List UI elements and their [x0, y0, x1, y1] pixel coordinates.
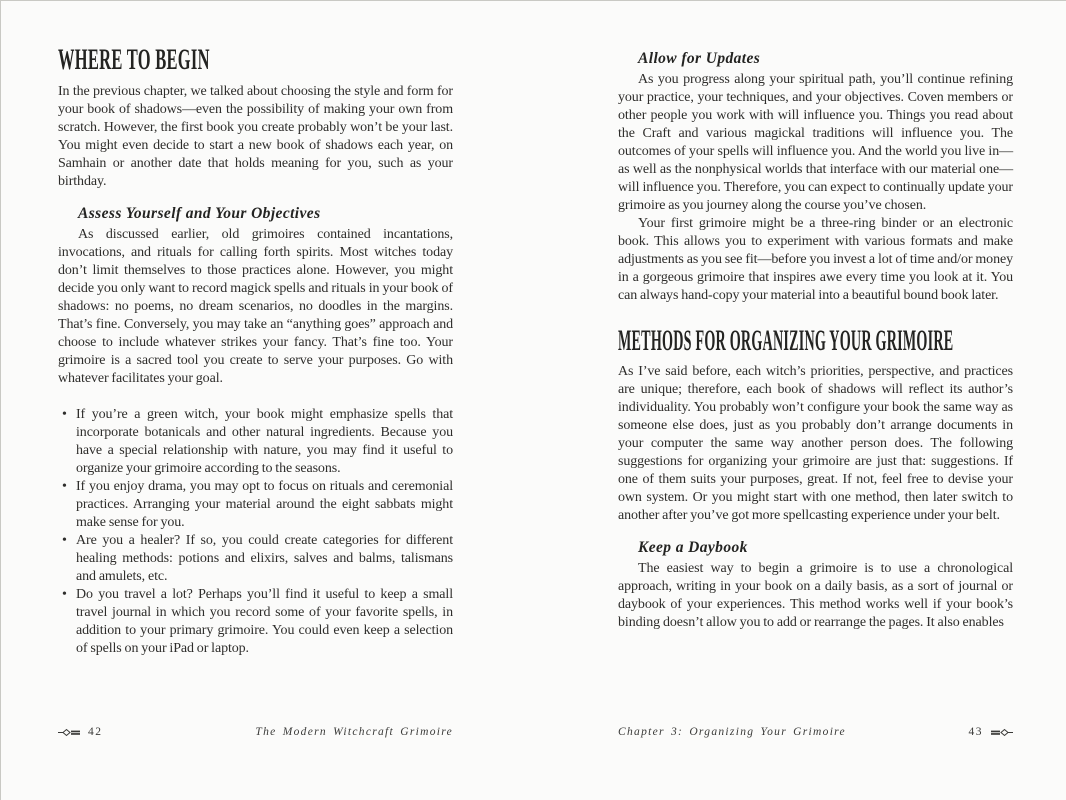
left-page-footer	[58, 726, 453, 738]
bullet-marker: •	[62, 587, 67, 602]
section-heading: Keep a Daybook	[638, 539, 748, 556]
bullet-marker: •	[62, 533, 67, 548]
bullet-item	[58, 586, 453, 658]
book-title-footer: The Modern Witchcraft Grimoire	[255, 726, 453, 738]
bullet-marker: •	[62, 479, 67, 494]
right-folio	[969, 726, 1014, 738]
page-heading: WHERE TO BEGIN	[58, 43, 210, 76]
body-paragraph: As you progress along your spiritual path, you’ll continue refining your practice, your techniques, and your objectives. Coven members or other people you work with will influence you. Things you read about the Craft and various magickal traditions will influence you. The outcomes of your spells will influence you. And the world you live in—as well as the nonphysical worlds that interface with our material one—will influence you. Therefore, you can expect to continually update your grimoire as you journey along the course you’ve chosen.	[618, 72, 1013, 213]
page-number: 43	[968, 726, 983, 738]
footer-ornament-icon	[991, 728, 1013, 737]
left-folio	[58, 726, 103, 738]
left-page	[58, 45, 453, 658]
bullet-text: Are you a healer? If so, you could create categories for different healing methods: potions and elixirs, salves and balms, talismans and amulets, etc.	[76, 533, 453, 584]
bullet-item	[58, 532, 453, 586]
bullet-text: If you enjoy drama, you may opt to focus on rituals and ceremonial practices. Arranging your material around the eight sabbats might make sense for you.	[76, 479, 453, 530]
bullet-item	[58, 478, 453, 532]
body-paragraph: In the previous chapter, we talked about choosing the style and form for your book of shadows—even the possibility of making your own from scratch. However, the first book you create probably won’t be your last. You might even decide to start a new book of shadows each year, on Samhain or another date that holds meaning for you, such as your birthday.	[58, 84, 453, 189]
bullet-text: Do you travel a lot? Perhaps you’ll find it useful to keep a small travel journal in which you record some of your favorite spells, in addition to your primary grimoire. You could even keep a selection of spells on your iPad or laptop.	[76, 587, 453, 656]
page-number: 42	[88, 726, 103, 738]
footer-ornament-icon	[58, 728, 80, 737]
body-paragraph: Your first grimoire might be a three-ring binder or an electronic book. This allows you to experiment with various formats and make adjustments as you see fit—before you invest a lot of time and/or money in a gorgeous grimoire that inspires awe every time you look at it. You can always hand-copy your material into a beautiful bound book later.	[618, 216, 1013, 303]
bullet-text: If you’re a green witch, your book might emphasize spells that incorporate botanicals and other natural ingredients. Because you have a special relationship with nature, you may find it useful to organize your grimoire according to the seasons.	[76, 407, 453, 476]
page-heading: METHODS FOR ORGANIZING YOUR GRIMOIRE	[618, 324, 954, 357]
bullet-item	[58, 406, 453, 478]
section-heading: Allow for Updates	[638, 50, 761, 67]
right-page-footer	[618, 726, 1013, 738]
section-heading: Assess Yourself and Your Objectives	[78, 205, 321, 222]
body-paragraph: As discussed earlier, old grimoires contained incantations, invocations, and rituals for calling forth spirits. Most witches today don’t limit themselves to those practices alone. However, you might decide you only want to record magick spells and rituals in your book of shadows: no poems, no dream scenarios, no doodles in the margins. That’s fine. Conversely, you may take an “anything goes” approach and choose to include whatever strikes your fancy. That’s fine too. Your grimoire is a sacred tool you create to serve your purposes. Go with whatever facilitates your goal.	[58, 227, 453, 386]
right-page	[618, 45, 1013, 632]
bullet-list	[58, 406, 453, 658]
body-paragraph: The easiest way to begin a grimoire is to use a chronological approach, writing in your book on a daily basis, as a sort of journal or daybook of your experiences. This method works well if your book’s binding doesn’t allow you to add or rearrange the pages. It also enables	[618, 561, 1013, 630]
bullet-marker: •	[62, 407, 67, 422]
body-paragraph: As I’ve said before, each witch’s priorities, perspective, and practices are unique; therefore, each book of shadows will reflect its author’s individuality. You probably won’t configure your book the same way as someone else does, just as you probably don’t arrange documents in your computer the same way another person does. The following suggestions for organizing your grimoire are just that: suggestions. If one of them suits your purposes, great. If not, feel free to devise your own system. Or you might start with one method, then later switch to another after you’ve got more spellcasting experience under your belt.	[618, 364, 1013, 523]
chapter-title-footer: Chapter 3: Organizing Your Grimoire	[618, 726, 846, 738]
